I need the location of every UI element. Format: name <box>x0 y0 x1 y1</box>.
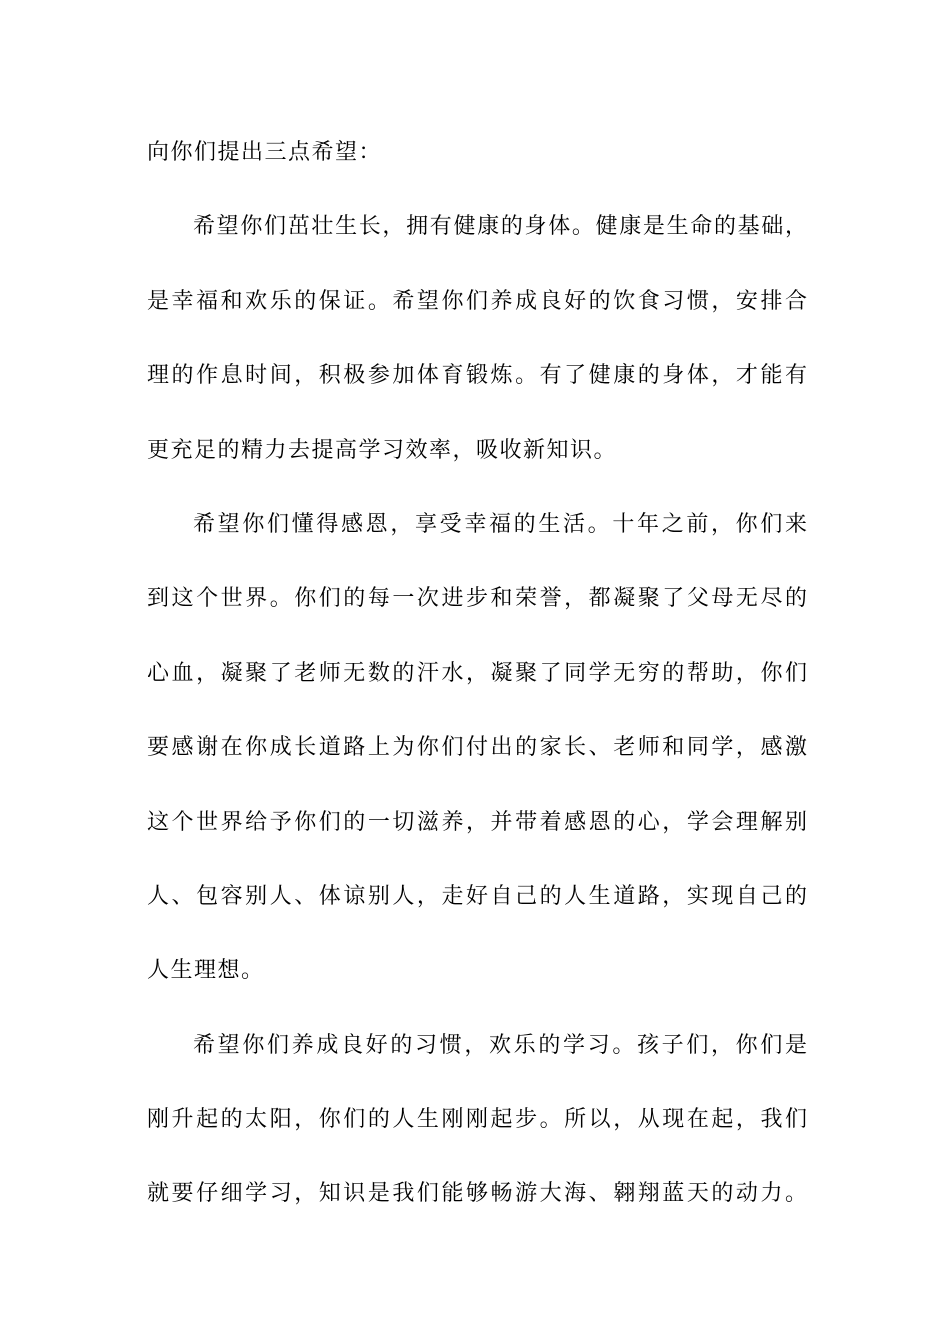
paragraph-line: 希望你们茁壮生长，拥有健康的身体。健康是生命的基础， <box>193 214 807 240</box>
document-body <box>147 128 807 1244</box>
paragraph-line: 希望你们养成良好的习惯，欢乐的学习。孩子们，你们是 <box>193 1032 807 1058</box>
paragraph-line: 希望你们懂得感恩，享受幸福的生活。十年之前，你们来 <box>193 511 807 537</box>
intro-line: 向你们提出三点希望： <box>147 140 383 165</box>
paragraph-line: 要感谢在你成长道路上为你们付出的家长、老师和同学，感激 <box>147 735 807 761</box>
paragraph-line: 刚升起的太阳，你们的人生刚刚起步。所以，从现在起，我们 <box>147 1107 807 1133</box>
paragraph-line: 更充足的精力去提高学习效率，吸收新知识。 <box>147 437 618 463</box>
paragraph-line: 人生理想。 <box>147 958 265 984</box>
paragraph-line: 就要仔细学习，知识是我们能够畅游大海、翱翔蓝天的动力。 <box>147 1181 807 1207</box>
paragraph-line: 理的作息时间，积极参加体育锻炼。有了健康的身体，才能有 <box>147 363 807 389</box>
paragraph-line: 心血，凝聚了老师无数的汗水，凝聚了同学无穷的帮助，你们 <box>147 660 807 686</box>
paragraph-line: 是幸福和欢乐的保证。希望你们养成良好的饮食习惯，安排合 <box>147 288 807 314</box>
paragraph-line: 这个世界给予你们的一切滋养，并带着感恩的心，学会理解别 <box>147 809 807 835</box>
paragraph-line: 人、包容别人、体谅别人，走好自己的人生道路，实现自己的 <box>147 883 807 909</box>
paragraph-line: 到这个世界。你们的每一次进步和荣誉，都凝聚了父母无尽的 <box>147 586 807 612</box>
